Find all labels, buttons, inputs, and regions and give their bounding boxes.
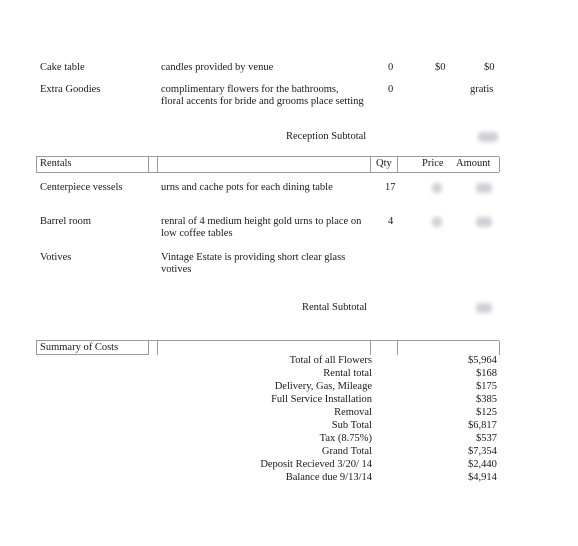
item-cake-table: Cake table	[40, 62, 85, 73]
desc-barrel-room-line1: renral of 4 medium height gold urns to place on	[161, 216, 362, 227]
amount-centerpiece-vessels	[476, 183, 492, 197]
reception-subtotal-label: Reception Subtotal	[286, 131, 367, 142]
rentals-header-row	[36, 156, 499, 173]
amount-cake-table: $0	[484, 62, 495, 73]
amount-extra-goodies: gratis	[470, 84, 494, 95]
summary-value-delivery: $175	[476, 381, 497, 392]
summary-label-subtotal: Sub Total	[331, 420, 372, 431]
summary-label-grand-total: Grand Total	[321, 446, 372, 457]
summary-label-balance: Balance due 9/13/14	[285, 472, 372, 483]
desc-barrel-room-line2: low coffee tables	[161, 228, 233, 239]
amount-barrel-room	[476, 217, 492, 231]
desc-extra-goodies-line1: complimentary flowers for the bathrooms,	[161, 84, 339, 95]
summary-label-flowers: Total of all Flowers	[289, 355, 372, 366]
summary-value-tax: $537	[476, 433, 497, 444]
summary-value-flowers: $5,964	[468, 355, 497, 366]
rentals-header: Rentals	[40, 158, 72, 169]
qty-barrel-room: 4	[388, 216, 394, 227]
price-centerpiece-vessels	[432, 183, 442, 197]
item-votives: Votives	[40, 252, 72, 263]
price-cake-table: $0	[435, 62, 446, 73]
summary-label-installation: Full Service Installation	[271, 394, 372, 405]
desc-centerpiece-vessels: urns and cache pots for each dining table	[161, 182, 333, 193]
col-amount: Amount	[456, 158, 491, 169]
summary-value-balance: $4,914	[468, 472, 497, 483]
rental-subtotal-label: Rental Subtotal	[302, 302, 368, 313]
summary-value-deposit: $2,440	[468, 459, 497, 470]
item-centerpiece-vessels: Centerpiece vessels	[40, 182, 123, 193]
desc-cake-table: candles provided by venue	[161, 62, 274, 73]
summary-value-subtotal: $6,817	[468, 420, 497, 431]
summary-value-installation: $385	[476, 394, 497, 405]
summary-label-rental: Rental total	[323, 368, 372, 379]
item-barrel-room: Barrel room	[40, 216, 92, 227]
summary-label-delivery: Delivery, Gas, Mileage	[274, 381, 372, 392]
desc-votives-line2: votives	[161, 264, 192, 275]
summary-label-tax: Tax (8.75%)	[319, 433, 372, 444]
summary-value-grand-total: $7,354	[468, 446, 497, 457]
summary-header: Summary of Costs	[40, 342, 119, 353]
item-extra-goodies: Extra Goodies	[40, 84, 101, 95]
summary-value-removal: $125	[476, 407, 497, 418]
reception-subtotal-value	[478, 132, 498, 146]
summary-label-deposit: Deposit Recieved 3/20/ 14	[260, 459, 372, 470]
qty-centerpiece-vessels: 17	[385, 182, 396, 193]
desc-votives-line1: Vintage Estate is providing short clear glass	[161, 252, 346, 263]
qty-cake-table: 0	[388, 62, 394, 73]
rental-subtotal-value	[476, 303, 492, 317]
col-qty: Qty	[376, 158, 392, 169]
summary-header-row	[36, 340, 499, 355]
price-barrel-room	[432, 217, 442, 231]
col-price: Price	[422, 158, 444, 169]
qty-extra-goodies: 0	[388, 84, 394, 95]
desc-extra-goodies-line2: floral accents for bride and grooms place setting	[161, 96, 364, 107]
summary-value-rental: $168	[476, 368, 497, 379]
summary-label-removal: Removal	[334, 407, 372, 418]
